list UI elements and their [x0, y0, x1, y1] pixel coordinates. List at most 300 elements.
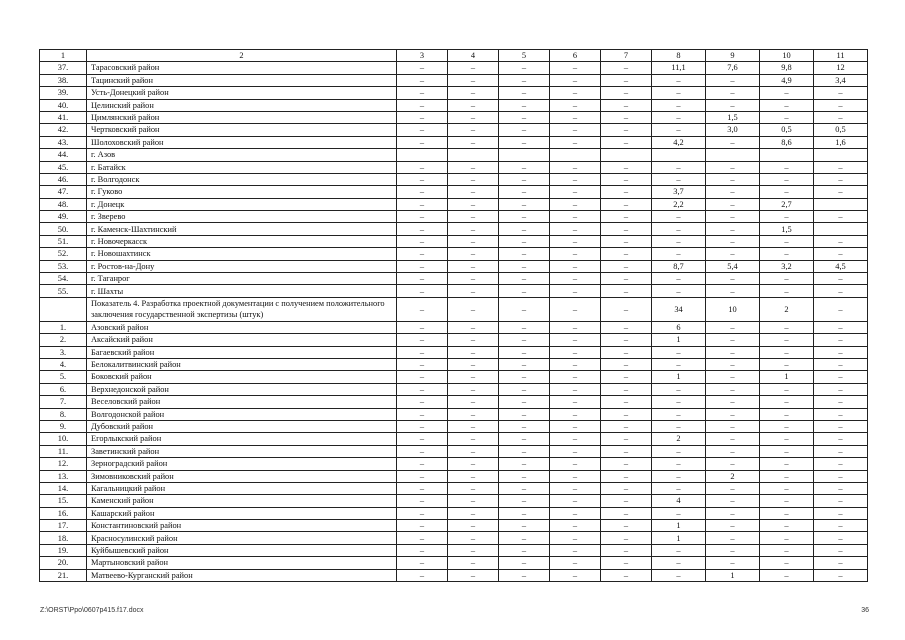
row-number-cell: 50. [40, 223, 87, 235]
row-name-cell: г. Новочеркасск [87, 235, 397, 247]
value-cell: – [601, 235, 652, 247]
value-cell: – [706, 482, 760, 494]
value-cell: 1 [652, 371, 706, 383]
value-cell: – [601, 111, 652, 123]
value-cell: – [814, 569, 868, 581]
value-cell: 6 [652, 321, 706, 333]
value-cell: – [397, 420, 448, 432]
value-cell: – [760, 544, 814, 556]
value-cell: – [448, 346, 499, 358]
row-number-cell: 7. [40, 396, 87, 408]
value-cell: – [397, 161, 448, 173]
value-cell: – [760, 99, 814, 111]
value-cell: – [550, 569, 601, 581]
value-cell: – [706, 520, 760, 532]
value-cell: – [448, 371, 499, 383]
value-cell: – [550, 396, 601, 408]
value-cell: – [397, 321, 448, 333]
value-cell: – [601, 520, 652, 532]
table-row [40, 408, 868, 420]
value-cell: – [550, 520, 601, 532]
value-cell: – [814, 544, 868, 556]
value-cell: – [706, 87, 760, 99]
value-cell: – [499, 161, 550, 173]
value-cell: – [448, 173, 499, 185]
value-cell: – [448, 186, 499, 198]
row-number-cell: 19. [40, 544, 87, 556]
value-cell: – [814, 358, 868, 370]
table-row [40, 297, 868, 321]
row-number-cell: 45. [40, 161, 87, 173]
value-cell: – [652, 161, 706, 173]
table-row [40, 544, 868, 556]
value-cell: – [814, 99, 868, 111]
value-cell: – [706, 285, 760, 297]
value-cell: – [499, 507, 550, 519]
value-cell: – [601, 383, 652, 395]
value-cell: – [448, 470, 499, 482]
row-number-cell: 10. [40, 433, 87, 445]
value-cell: – [499, 383, 550, 395]
value-cell: – [601, 273, 652, 285]
value-cell: – [760, 173, 814, 185]
value-cell: – [499, 260, 550, 272]
value-cell: – [448, 334, 499, 346]
value-cell: – [448, 458, 499, 470]
table-row [40, 445, 868, 457]
value-cell: – [397, 557, 448, 569]
value-cell: – [706, 408, 760, 420]
value-cell [448, 149, 499, 161]
value-cell: – [760, 507, 814, 519]
value-cell: 12 [814, 62, 868, 74]
value-cell: – [397, 371, 448, 383]
value-cell: 4,2 [652, 136, 706, 148]
value-cell: 4 [652, 495, 706, 507]
column-header-cell: 10 [760, 50, 814, 62]
row-name-cell: Шолоховский район [87, 136, 397, 148]
table-row [40, 420, 868, 432]
row-name-cell: Чертковский район [87, 124, 397, 136]
value-cell: – [601, 334, 652, 346]
value-cell: – [499, 62, 550, 74]
table-row [40, 346, 868, 358]
value-cell: – [448, 211, 499, 223]
value-cell: 34 [652, 297, 706, 321]
value-cell: – [499, 408, 550, 420]
value-cell: – [397, 408, 448, 420]
value-cell: – [760, 186, 814, 198]
value-cell: – [652, 507, 706, 519]
value-cell: – [601, 544, 652, 556]
value-cell: – [499, 445, 550, 457]
value-cell: – [706, 334, 760, 346]
value-cell: – [760, 520, 814, 532]
value-cell: – [601, 408, 652, 420]
row-name-cell: г. Гуково [87, 186, 397, 198]
value-cell: – [448, 223, 499, 235]
row-name-cell: Кашарский район [87, 507, 397, 519]
value-cell: – [706, 186, 760, 198]
row-name-cell: Красносулинский район [87, 532, 397, 544]
table-row [40, 74, 868, 86]
value-cell: – [397, 62, 448, 74]
row-number-cell: 11. [40, 445, 87, 457]
value-cell: – [499, 136, 550, 148]
value-cell: – [448, 285, 499, 297]
value-cell: – [448, 136, 499, 148]
value-cell: – [706, 346, 760, 358]
value-cell: – [499, 273, 550, 285]
value-cell: – [499, 297, 550, 321]
value-cell: – [499, 87, 550, 99]
value-cell: – [706, 235, 760, 247]
value-cell: – [499, 173, 550, 185]
value-cell: – [550, 87, 601, 99]
value-cell: – [550, 211, 601, 223]
row-name-cell: Усть-Донецкий район [87, 87, 397, 99]
value-cell: – [550, 124, 601, 136]
column-header-cell: 2 [87, 50, 397, 62]
value-cell: – [448, 433, 499, 445]
value-cell: – [397, 235, 448, 247]
column-header-cell: 4 [448, 50, 499, 62]
value-cell: – [499, 557, 550, 569]
value-cell: – [397, 346, 448, 358]
value-cell: – [760, 358, 814, 370]
row-name-cell: г. Таганрог [87, 273, 397, 285]
value-cell: – [814, 297, 868, 321]
footer-page-number: 36 [861, 607, 869, 614]
value-cell: – [499, 532, 550, 544]
value-cell: – [814, 470, 868, 482]
value-cell: – [706, 396, 760, 408]
value-cell: 8,7 [652, 260, 706, 272]
table-row [40, 495, 868, 507]
row-name-cell: г. Донецк [87, 198, 397, 210]
value-cell: 2,7 [760, 198, 814, 210]
value-cell: – [601, 124, 652, 136]
row-name-cell: Егорлыкский район [87, 433, 397, 445]
value-cell: – [550, 346, 601, 358]
value-cell: – [550, 186, 601, 198]
value-cell: – [448, 358, 499, 370]
value-cell [550, 149, 601, 161]
value-cell: – [814, 420, 868, 432]
column-header-cell: 3 [397, 50, 448, 62]
value-cell: – [448, 520, 499, 532]
value-cell: 7,6 [706, 62, 760, 74]
value-cell: – [397, 124, 448, 136]
value-cell: 1 [652, 532, 706, 544]
table-row [40, 507, 868, 519]
value-cell: – [397, 111, 448, 123]
row-name-cell: г. Зверево [87, 211, 397, 223]
value-cell: – [499, 396, 550, 408]
value-cell: – [601, 420, 652, 432]
value-cell: – [706, 273, 760, 285]
value-cell: – [397, 173, 448, 185]
row-number-cell [40, 297, 87, 321]
value-cell [397, 149, 448, 161]
value-cell: – [601, 532, 652, 544]
value-cell: – [814, 321, 868, 333]
value-cell: – [448, 62, 499, 74]
value-cell: 1 [706, 569, 760, 581]
value-cell: – [760, 235, 814, 247]
value-cell: – [448, 273, 499, 285]
value-cell: – [814, 408, 868, 420]
value-cell: – [499, 248, 550, 260]
row-name-cell: Дубовский район [87, 420, 397, 432]
value-cell: 2,2 [652, 198, 706, 210]
table-row [40, 111, 868, 123]
row-number-cell: 9. [40, 420, 87, 432]
table-row [40, 62, 868, 74]
value-cell: – [760, 273, 814, 285]
value-cell: – [448, 198, 499, 210]
value-cell: – [601, 173, 652, 185]
value-cell: – [397, 569, 448, 581]
column-header-cell: 6 [550, 50, 601, 62]
table-row [40, 161, 868, 173]
value-cell: – [601, 569, 652, 581]
value-cell: – [499, 99, 550, 111]
value-cell: – [652, 223, 706, 235]
row-number-cell: 39. [40, 87, 87, 99]
value-cell: – [397, 396, 448, 408]
table-row [40, 124, 868, 136]
value-cell: – [550, 420, 601, 432]
value-cell: – [601, 297, 652, 321]
row-name-cell: Кагальницкий район [87, 482, 397, 494]
value-cell: – [706, 248, 760, 260]
value-cell: – [760, 557, 814, 569]
value-cell: – [760, 482, 814, 494]
row-number-cell: 38. [40, 74, 87, 86]
value-cell: – [550, 458, 601, 470]
value-cell: – [601, 458, 652, 470]
value-cell: – [448, 235, 499, 247]
column-header-cell: 7 [601, 50, 652, 62]
value-cell: – [814, 532, 868, 544]
value-cell: – [550, 99, 601, 111]
value-cell: – [550, 173, 601, 185]
value-cell: – [652, 408, 706, 420]
value-cell: – [550, 260, 601, 272]
column-header-cell: 5 [499, 50, 550, 62]
row-name-cell: г. Шахты [87, 285, 397, 297]
value-cell: – [499, 433, 550, 445]
value-cell: – [499, 74, 550, 86]
value-cell: – [814, 495, 868, 507]
value-cell: – [652, 383, 706, 395]
value-cell: – [706, 420, 760, 432]
value-cell: 3,2 [760, 260, 814, 272]
row-number-cell: 1. [40, 321, 87, 333]
row-number-cell: 49. [40, 211, 87, 223]
value-cell: – [397, 532, 448, 544]
row-number-cell: 43. [40, 136, 87, 148]
row-number-cell: 51. [40, 235, 87, 247]
value-cell: – [760, 408, 814, 420]
value-cell: – [499, 211, 550, 223]
value-cell: – [814, 371, 868, 383]
table-header-row [40, 50, 868, 62]
value-cell: – [601, 285, 652, 297]
table-row [40, 458, 868, 470]
value-cell: – [499, 458, 550, 470]
value-cell [499, 149, 550, 161]
value-cell: – [601, 495, 652, 507]
value-cell: – [499, 111, 550, 123]
value-cell: – [760, 161, 814, 173]
value-cell: 1 [652, 520, 706, 532]
value-cell [760, 149, 814, 161]
value-cell: – [499, 334, 550, 346]
table-row [40, 557, 868, 569]
row-number-cell: 52. [40, 248, 87, 260]
value-cell: – [499, 482, 550, 494]
value-cell: – [499, 235, 550, 247]
row-number-cell: 3. [40, 346, 87, 358]
value-cell: – [550, 297, 601, 321]
value-cell: – [397, 273, 448, 285]
table-row [40, 87, 868, 99]
column-header-cell: 9 [706, 50, 760, 62]
value-cell: – [448, 99, 499, 111]
row-number-cell: 14. [40, 482, 87, 494]
value-cell: – [652, 396, 706, 408]
value-cell: – [760, 383, 814, 395]
value-cell: – [448, 383, 499, 395]
table-row [40, 99, 868, 111]
row-name-cell: Аксайский район [87, 334, 397, 346]
value-cell: – [397, 99, 448, 111]
row-number-cell: 40. [40, 99, 87, 111]
value-cell: – [499, 186, 550, 198]
value-cell: – [601, 346, 652, 358]
value-cell [601, 149, 652, 161]
value-cell: – [601, 260, 652, 272]
value-cell: – [760, 420, 814, 432]
table-row [40, 383, 868, 395]
value-cell: – [814, 173, 868, 185]
value-cell: – [760, 396, 814, 408]
value-cell: 2 [760, 297, 814, 321]
row-number-cell: 20. [40, 557, 87, 569]
value-cell: – [499, 285, 550, 297]
value-cell: 8,6 [760, 136, 814, 148]
row-name-cell: г. Волгодонск [87, 173, 397, 185]
value-cell: – [601, 470, 652, 482]
value-cell: – [814, 285, 868, 297]
value-cell: 5,4 [706, 260, 760, 272]
value-cell: – [814, 507, 868, 519]
table-row [40, 285, 868, 297]
row-name-cell: Тарасовский район [87, 62, 397, 74]
value-cell: – [550, 445, 601, 457]
value-cell: – [706, 161, 760, 173]
value-cell: – [550, 321, 601, 333]
row-name-cell: Боковский район [87, 371, 397, 383]
value-cell: – [760, 111, 814, 123]
value-cell: – [601, 445, 652, 457]
row-number-cell: 54. [40, 273, 87, 285]
value-cell: – [652, 544, 706, 556]
value-cell: – [652, 470, 706, 482]
row-name-cell: Каменский район [87, 495, 397, 507]
value-cell: – [652, 211, 706, 223]
value-cell: – [550, 248, 601, 260]
row-number-cell: 6. [40, 383, 87, 395]
value-cell: – [550, 111, 601, 123]
row-number-cell: 17. [40, 520, 87, 532]
value-cell: 2 [652, 433, 706, 445]
value-cell: – [397, 260, 448, 272]
value-cell: – [652, 285, 706, 297]
value-cell: – [760, 445, 814, 457]
row-number-cell: 12. [40, 458, 87, 470]
value-cell: – [397, 248, 448, 260]
table-row [40, 235, 868, 247]
value-cell: – [814, 482, 868, 494]
row-name-cell: г. Азов [87, 149, 397, 161]
value-cell: – [448, 445, 499, 457]
value-cell: – [397, 358, 448, 370]
value-cell: – [760, 211, 814, 223]
value-cell: – [814, 396, 868, 408]
value-cell: – [652, 87, 706, 99]
value-cell: – [550, 136, 601, 148]
value-cell: – [499, 569, 550, 581]
table-row [40, 334, 868, 346]
value-cell: – [397, 383, 448, 395]
value-cell: – [601, 161, 652, 173]
value-cell: 10 [706, 297, 760, 321]
value-cell: – [397, 520, 448, 532]
value-cell: – [652, 346, 706, 358]
value-cell: – [550, 383, 601, 395]
value-cell: – [550, 74, 601, 86]
value-cell: – [814, 161, 868, 173]
row-name-cell: г. Ростов-на-Дону [87, 260, 397, 272]
value-cell: – [550, 285, 601, 297]
table-row [40, 149, 868, 161]
value-cell: – [397, 458, 448, 470]
table-row [40, 211, 868, 223]
value-cell: – [706, 495, 760, 507]
value-cell: 4,5 [814, 260, 868, 272]
value-cell: – [397, 198, 448, 210]
value-cell [814, 223, 868, 235]
value-cell: – [550, 334, 601, 346]
value-cell: – [397, 211, 448, 223]
value-cell: – [706, 211, 760, 223]
table-row [40, 569, 868, 581]
value-cell: – [550, 235, 601, 247]
row-name-cell: Целинский район [87, 99, 397, 111]
row-name-cell: Показатель 4. Разработка проектной документации с получением положительного заключения государственной экспертизы (штук) [87, 297, 397, 321]
value-cell: – [448, 87, 499, 99]
value-cell: – [706, 173, 760, 185]
value-cell: – [760, 495, 814, 507]
value-cell: 11,1 [652, 62, 706, 74]
value-cell: 1 [760, 371, 814, 383]
row-name-cell: Тацинский район [87, 74, 397, 86]
row-number-cell: 16. [40, 507, 87, 519]
value-cell: – [760, 321, 814, 333]
